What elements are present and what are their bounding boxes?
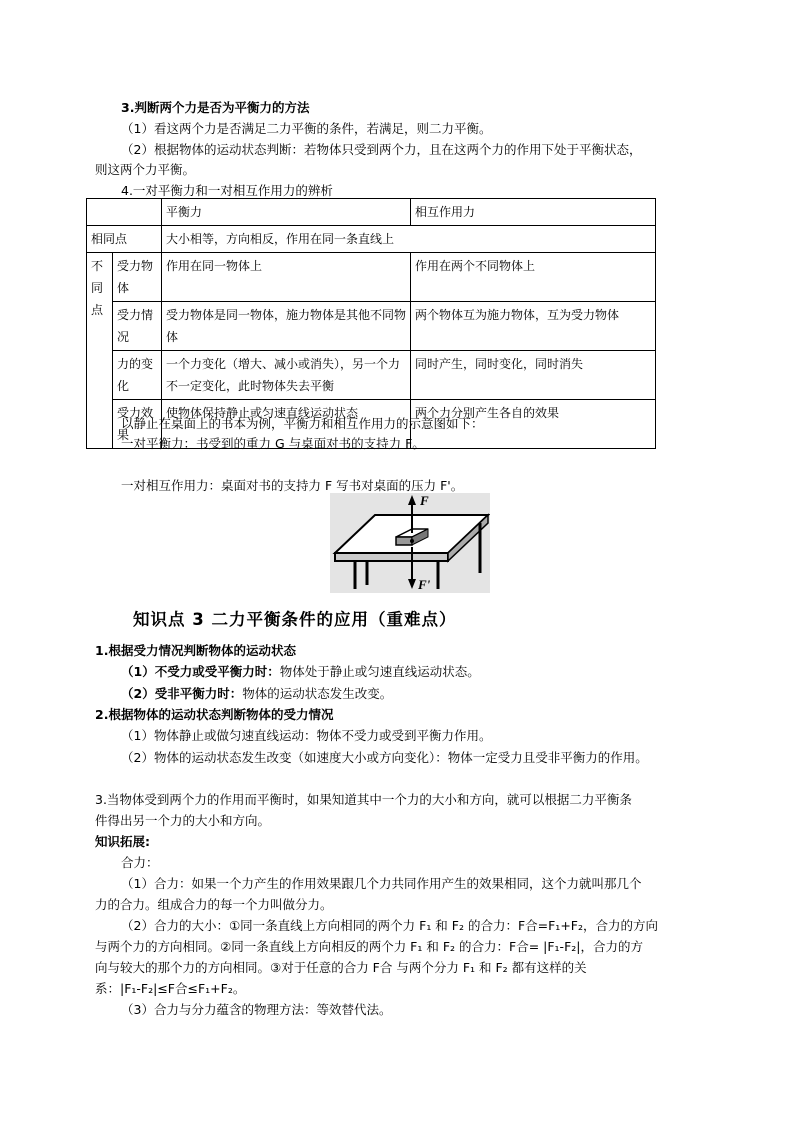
app-1-point-1: （1）不受力或受平衡力时：物体处于静止或匀速直线运动状态。 — [121, 664, 480, 679]
section-3-title: 3.判断两个力是否为平衡力的方法 — [121, 100, 310, 115]
ext-1-line-2: 力的合力。组成合力的每一个力叫做分力。 — [95, 897, 333, 912]
extension-title: 知识拓展: — [95, 834, 150, 849]
section-4-title: 4.一对平衡力和一对相互作用力的辨析 — [121, 183, 333, 198]
section-3-point-1: （1）看这两个力是否满足二力平衡的条件，若满足，则二力平衡。 — [121, 121, 492, 136]
ext-2-line-4: 系：|F₁-F₂|≤F合≤F₁+F₂。 — [95, 981, 246, 996]
table-row — [87, 351, 656, 400]
example-interaction: 一对相互作用力：桌面对书的支持力 F 写书对桌面的压力 F'。 — [121, 478, 464, 493]
cell-interaction: 两个物体互为施力物体，互为受力物体 — [411, 302, 656, 351]
ext-2-line-1: （2）合力的大小：①同一条直线上方向相同的两个力 F₁ 和 F₂ 的合力：F合=F₁+F₂，合力的方向 — [121, 918, 658, 933]
cell-interaction: 两个力分别产生各自的效果 — [411, 400, 656, 449]
force-f-label: F — [420, 493, 429, 508]
ext-2-line-2: 与两个力的方向相同。②同一条直线上方向相反的两个力 F₁ 和 F₂ 的合力：F合= |F₁-F₂|，合力的方 — [95, 939, 643, 954]
app-2-title: 2.根据物体的运动状态判断物体的受力情况 — [95, 707, 334, 722]
header-interaction: 相互作用力 — [411, 199, 656, 226]
cell-interaction: 作用在两个不同物体上 — [411, 253, 656, 302]
extension-subtitle: 合力： — [121, 855, 159, 870]
table-row — [87, 226, 656, 253]
cell-balance: 作用在同一物体上 — [162, 253, 411, 302]
app-1-point-2: （2）受非平衡力时：物体的运动状态发生改变。 — [121, 686, 393, 701]
row-label: 受力效果 — [113, 400, 162, 449]
app-2-point-1: （1）物体静止或做匀速直线运动：物体不受力或受到平衡力作用。 — [121, 728, 492, 743]
app-3-line-1: 3.当物体受到两个力的作用而平衡时，如果知道其中一个力的大小和方向，就可以根据二力平衡条 — [95, 792, 632, 807]
same-value: 大小相等，方向相反，作用在同一条直线上 — [162, 226, 656, 253]
row-label: 力的变化 — [113, 351, 162, 400]
knowledge-point-heading: 知识点 3 二力平衡条件的应用（重难点） — [133, 610, 457, 629]
table-row — [87, 253, 656, 302]
example-intro: 以静止在桌面上的书本为例，平衡力和相互作用力的示意图如下： — [121, 416, 484, 431]
ext-2-line-3: 向与较大的那个力的方向相同。③对于任意的合力 F合 与两个分力 F₁ 和 F₂ 都有这样的关 — [95, 960, 587, 975]
row-label: 受力情况 — [113, 302, 162, 351]
cell-balance: 受力物体是同一物体，施力物体是其他不同物体 — [162, 302, 411, 351]
cell-balance: 使物体保持静止或匀速直线运动状态 — [162, 400, 411, 449]
app-3-line-2: 件得出另一个力的大小和方向。 — [95, 813, 271, 828]
table-header-row — [87, 199, 656, 226]
row-label-same: 相同点 — [87, 226, 162, 253]
ext-1-line-1: （1）合力：如果一个力产生的作用效果跟几个力共同作用产生的效果相同，这个力就叫那几个 — [121, 876, 642, 891]
table-row — [87, 302, 656, 351]
ext-3-line: （3）合力与分力蕴含的物理方法：等效替代法。 — [121, 1002, 392, 1017]
force-fprime-label: F' — [418, 577, 431, 592]
book-table-figure — [330, 493, 490, 593]
header-balance: 平衡力 — [162, 199, 411, 226]
book-on-table-diagram — [330, 493, 490, 593]
row-label: 受力物体 — [113, 253, 162, 302]
example-balance: 一对平衡力：书受到的重力 G 与桌面对书的支持力 F。 — [121, 436, 425, 451]
section-3-point-2a: （2）根据物体的运动状态判断：若物体只受到两个力，且在这两个力的作用下处于平衡状态， — [121, 142, 642, 157]
app-1-title: 1.根据受力情况判断物体的运动状态 — [95, 643, 296, 658]
comparison-table — [86, 198, 656, 449]
cell-interaction: 同时产生，同时变化，同时消失 — [411, 351, 656, 400]
cell-balance: 一个力变化（增大、减小或消失），另一个力不一定变化，此时物体失去平衡 — [162, 351, 411, 400]
section-3-point-2b: 则这两个力平衡。 — [95, 162, 196, 177]
app-2-point-2: （2）物体的运动状态发生改变（如速度大小或方向变化）：物体一定受力且受非平衡力的作用。 — [121, 750, 648, 765]
row-label-diff: 不同点 — [87, 253, 113, 449]
